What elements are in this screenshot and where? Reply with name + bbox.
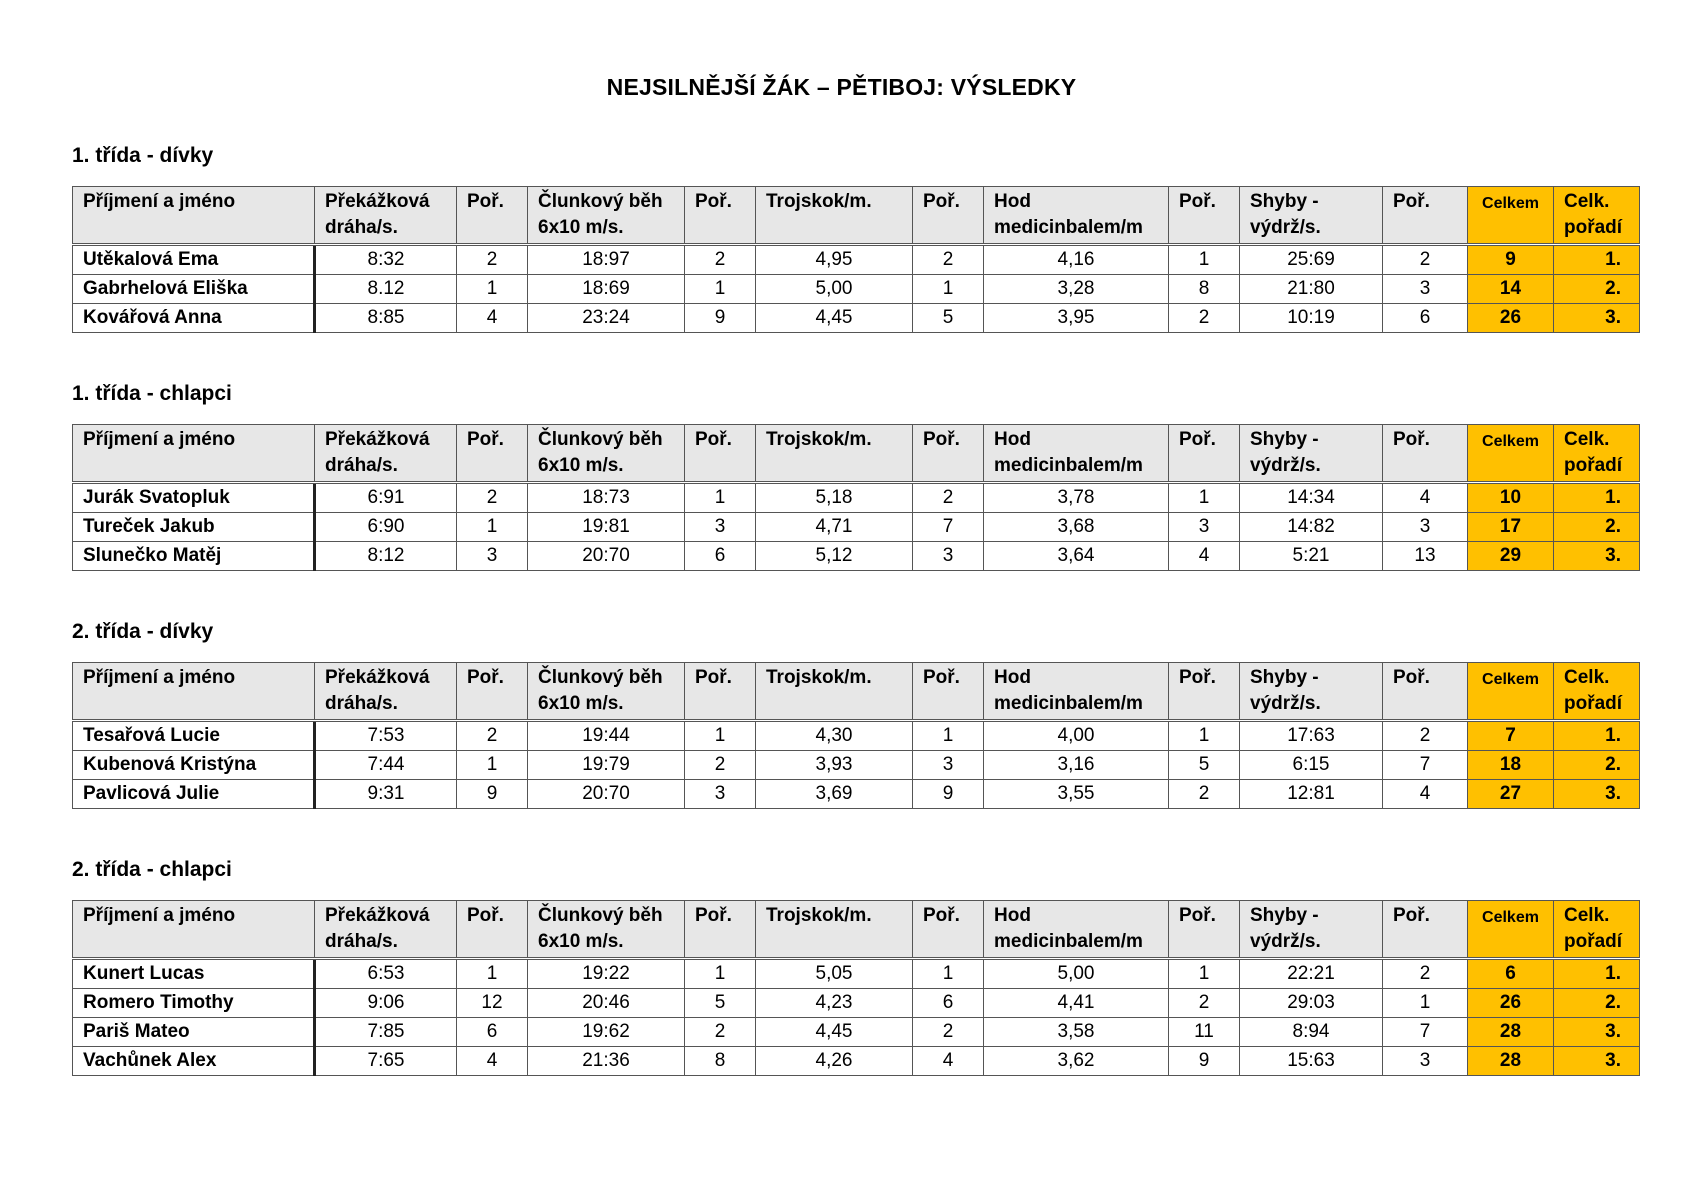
- cell-clunkovy: 19:44: [528, 721, 685, 751]
- table-row: [73, 959, 1640, 989]
- cell-por2: 3: [685, 513, 756, 542]
- header-celk-poradi: Celk. pořadí: [1554, 187, 1640, 245]
- cell-por3: 5: [913, 304, 984, 333]
- cell-por5: 1: [1383, 989, 1468, 1018]
- header-hod: Hod medicinbalem/m: [984, 663, 1169, 721]
- cell-name: Gabrhelová Eliška: [73, 275, 315, 304]
- header-hod: Hod medicinbalem/m: [984, 901, 1169, 959]
- cell-por3: 6: [913, 989, 984, 1018]
- cell-poradi: 3.: [1554, 1018, 1640, 1047]
- cell-por3: 3: [913, 542, 984, 571]
- header-clunkovy: Člunkový běh 6x10 m/s.: [528, 663, 685, 721]
- header-celkem: Celkem: [1468, 663, 1554, 721]
- cell-por3: 1: [913, 275, 984, 304]
- table-row: [73, 989, 1640, 1018]
- cell-celkem: 6: [1468, 959, 1554, 989]
- cell-por5: 7: [1383, 1018, 1468, 1047]
- results-section: [72, 142, 1639, 333]
- cell-hod: 3,62: [984, 1047, 1169, 1076]
- header-por: Poř.: [457, 425, 528, 483]
- header-por: Poř.: [913, 901, 984, 959]
- cell-prekazkova: 6:53: [315, 959, 457, 989]
- results-table: [72, 186, 1640, 333]
- header-por: Poř.: [685, 901, 756, 959]
- header-name: Příjmení a jméno: [73, 425, 315, 483]
- cell-prekazkova: 6:90: [315, 513, 457, 542]
- header-hod: Hod medicinbalem/m: [984, 187, 1169, 245]
- cell-celkem: 28: [1468, 1018, 1554, 1047]
- header-shyby: Shyby -výdrž/s.: [1240, 901, 1383, 959]
- cell-hod: 3,68: [984, 513, 1169, 542]
- header-trojskok: Trojskok/m.: [756, 187, 913, 245]
- cell-prekazkova: 7:65: [315, 1047, 457, 1076]
- cell-trojskok: 4,30: [756, 721, 913, 751]
- cell-por4: 11: [1169, 1018, 1240, 1047]
- cell-clunkovy: 19:22: [528, 959, 685, 989]
- cell-shyby: 25:69: [1240, 245, 1383, 275]
- header-clunkovy: Člunkový běh 6x10 m/s.: [528, 901, 685, 959]
- cell-celkem: 28: [1468, 1047, 1554, 1076]
- cell-name: Tesařová Lucie: [73, 721, 315, 751]
- cell-poradi: 3.: [1554, 780, 1640, 809]
- table-row: [73, 542, 1640, 571]
- header-por: Poř.: [1383, 187, 1468, 245]
- page-title: NEJSILNĚJŠÍ ŽÁK – PĚTIBOJ: VÝSLEDKY: [606, 74, 1077, 100]
- cell-poradi: 3.: [1554, 304, 1640, 333]
- cell-prekazkova: 9:06: [315, 989, 457, 1018]
- header-shyby: Shyby -výdrž/s.: [1240, 425, 1383, 483]
- cell-clunkovy: 19:79: [528, 751, 685, 780]
- cell-prekazkova: 7:85: [315, 1018, 457, 1047]
- section-title: 1. třída - dívky: [72, 144, 214, 167]
- cell-trojskok: 4,23: [756, 989, 913, 1018]
- header-por: Poř.: [1169, 187, 1240, 245]
- cell-por5: 6: [1383, 304, 1468, 333]
- cell-por2: 9: [685, 304, 756, 333]
- header-row: [73, 901, 1640, 959]
- cell-poradi: 2.: [1554, 751, 1640, 780]
- cell-name: Vachůnek Alex: [73, 1047, 315, 1076]
- header-celk-poradi: Celk. pořadí: [1554, 425, 1640, 483]
- cell-por3: 1: [913, 721, 984, 751]
- cell-por2: 2: [685, 245, 756, 275]
- cell-por3: 1: [913, 959, 984, 989]
- cell-por4: 3: [1169, 513, 1240, 542]
- header-por: Poř.: [1383, 663, 1468, 721]
- results-section: [72, 618, 1639, 809]
- cell-por3: 9: [913, 780, 984, 809]
- cell-por4: 9: [1169, 1047, 1240, 1076]
- cell-por5: 3: [1383, 1047, 1468, 1076]
- cell-prekazkova: 7:44: [315, 751, 457, 780]
- cell-name: Kunert Lucas: [73, 959, 315, 989]
- cell-clunkovy: 19:62: [528, 1018, 685, 1047]
- cell-trojskok: 5,05: [756, 959, 913, 989]
- cell-por2: 6: [685, 542, 756, 571]
- table-row: [73, 721, 1640, 751]
- cell-name: Kubenová Kristýna: [73, 751, 315, 780]
- table-row: [73, 483, 1640, 513]
- cell-poradi: 2.: [1554, 989, 1640, 1018]
- cell-por1: 2: [457, 721, 528, 751]
- header-row: [73, 663, 1640, 721]
- cell-por4: 2: [1169, 304, 1240, 333]
- cell-name: Jurák Svatopluk: [73, 483, 315, 513]
- table-row: [73, 1047, 1640, 1076]
- cell-por4: 5: [1169, 751, 1240, 780]
- table-row: [73, 513, 1640, 542]
- header-shyby: Shyby -výdrž/s.: [1240, 663, 1383, 721]
- cell-trojskok: 4,45: [756, 1018, 913, 1047]
- header-row: [73, 187, 1640, 245]
- cell-por1: 2: [457, 245, 528, 275]
- cell-prekazkova: 8:12: [315, 542, 457, 571]
- header-por: Poř.: [1383, 901, 1468, 959]
- cell-por5: 2: [1383, 245, 1468, 275]
- header-row: [73, 425, 1640, 483]
- header-prekazkova: Překážková dráha/s.: [315, 663, 457, 721]
- header-por: Poř.: [913, 663, 984, 721]
- cell-shyby: 5:21: [1240, 542, 1383, 571]
- header-por: Poř.: [685, 663, 756, 721]
- header-por: Poř.: [913, 425, 984, 483]
- table-row: [73, 304, 1640, 333]
- cell-prekazkova: 9:31: [315, 780, 457, 809]
- cell-por2: 1: [685, 275, 756, 304]
- cell-poradi: 1.: [1554, 721, 1640, 751]
- cell-por1: 4: [457, 304, 528, 333]
- section-title: 2. třída - dívky: [72, 620, 214, 643]
- cell-por5: 3: [1383, 275, 1468, 304]
- section-title: 2. třída - chlapci: [72, 858, 232, 881]
- cell-shyby: 10:19: [1240, 304, 1383, 333]
- table-row: [73, 751, 1640, 780]
- cell-por1: 3: [457, 542, 528, 571]
- cell-trojskok: 4,95: [756, 245, 913, 275]
- table-row: [73, 780, 1640, 809]
- cell-por2: 2: [685, 751, 756, 780]
- header-trojskok: Trojskok/m.: [756, 425, 913, 483]
- cell-celkem: 10: [1468, 483, 1554, 513]
- cell-hod: 4,41: [984, 989, 1169, 1018]
- cell-por3: 2: [913, 245, 984, 275]
- cell-clunkovy: 23:24: [528, 304, 685, 333]
- cell-trojskok: 3,69: [756, 780, 913, 809]
- header-shyby: Shyby -výdrž/s.: [1240, 187, 1383, 245]
- cell-por5: 3: [1383, 513, 1468, 542]
- cell-celkem: 27: [1468, 780, 1554, 809]
- header-por: Poř.: [457, 187, 528, 245]
- cell-por2: 1: [685, 959, 756, 989]
- cell-celkem: 29: [1468, 542, 1554, 571]
- cell-celkem: 26: [1468, 304, 1554, 333]
- header-celkem: Celkem: [1468, 187, 1554, 245]
- cell-trojskok: 5,12: [756, 542, 913, 571]
- header-por: Poř.: [457, 663, 528, 721]
- cell-clunkovy: 18:69: [528, 275, 685, 304]
- cell-por1: 2: [457, 483, 528, 513]
- cell-por4: 2: [1169, 780, 1240, 809]
- cell-clunkovy: 18:73: [528, 483, 685, 513]
- cell-poradi: 3.: [1554, 542, 1640, 571]
- cell-shyby: 6:15: [1240, 751, 1383, 780]
- table-row: [73, 245, 1640, 275]
- table-row: [73, 1018, 1640, 1047]
- cell-trojskok: 4,26: [756, 1047, 913, 1076]
- header-por: Poř.: [1383, 425, 1468, 483]
- cell-shyby: 14:34: [1240, 483, 1383, 513]
- cell-trojskok: 4,71: [756, 513, 913, 542]
- results-table: [72, 900, 1640, 1076]
- cell-por1: 1: [457, 959, 528, 989]
- cell-hod: 3,64: [984, 542, 1169, 571]
- cell-por2: 3: [685, 780, 756, 809]
- cell-por1: 9: [457, 780, 528, 809]
- cell-trojskok: 5,00: [756, 275, 913, 304]
- cell-hod: 4,00: [984, 721, 1169, 751]
- cell-shyby: 14:82: [1240, 513, 1383, 542]
- cell-prekazkova: 7:53: [315, 721, 457, 751]
- cell-por2: 1: [685, 483, 756, 513]
- header-hod: Hod medicinbalem/m: [984, 425, 1169, 483]
- cell-por1: 1: [457, 275, 528, 304]
- cell-poradi: 1.: [1554, 959, 1640, 989]
- header-trojskok: Trojskok/m.: [756, 901, 913, 959]
- cell-shyby: 15:63: [1240, 1047, 1383, 1076]
- cell-por5: 7: [1383, 751, 1468, 780]
- results-table: [72, 424, 1640, 571]
- cell-name: Romero Timothy: [73, 989, 315, 1018]
- cell-name: Pariš Mateo: [73, 1018, 315, 1047]
- results-table: [72, 662, 1640, 809]
- cell-por3: 3: [913, 751, 984, 780]
- cell-celkem: 7: [1468, 721, 1554, 751]
- header-por: Poř.: [1169, 663, 1240, 721]
- cell-clunkovy: 21:36: [528, 1047, 685, 1076]
- cell-clunkovy: 20:46: [528, 989, 685, 1018]
- header-celkem: Celkem: [1468, 901, 1554, 959]
- cell-name: Kovářová Anna: [73, 304, 315, 333]
- cell-trojskok: 3,93: [756, 751, 913, 780]
- header-name: Příjmení a jméno: [73, 187, 315, 245]
- cell-por1: 1: [457, 513, 528, 542]
- cell-clunkovy: 20:70: [528, 542, 685, 571]
- cell-trojskok: 5,18: [756, 483, 913, 513]
- cell-hod: 3,95: [984, 304, 1169, 333]
- cell-shyby: 8:94: [1240, 1018, 1383, 1047]
- cell-prekazkova: 8:32: [315, 245, 457, 275]
- header-prekazkova: Překážková dráha/s.: [315, 425, 457, 483]
- cell-clunkovy: 19:81: [528, 513, 685, 542]
- header-prekazkova: Překážková dráha/s.: [315, 187, 457, 245]
- header-por: Poř.: [913, 187, 984, 245]
- header-por: Poř.: [685, 187, 756, 245]
- cell-celkem: 14: [1468, 275, 1554, 304]
- cell-prekazkova: 8.12: [315, 275, 457, 304]
- cell-por4: 8: [1169, 275, 1240, 304]
- cell-hod: 3,78: [984, 483, 1169, 513]
- cell-name: Pavlicová Julie: [73, 780, 315, 809]
- cell-name: Utěkalová Ema: [73, 245, 315, 275]
- cell-por3: 4: [913, 1047, 984, 1076]
- cell-hod: 3,58: [984, 1018, 1169, 1047]
- cell-hod: 3,16: [984, 751, 1169, 780]
- cell-trojskok: 4,45: [756, 304, 913, 333]
- cell-por1: 12: [457, 989, 528, 1018]
- cell-poradi: 1.: [1554, 483, 1640, 513]
- cell-por1: 4: [457, 1047, 528, 1076]
- cell-poradi: 2.: [1554, 275, 1640, 304]
- cell-hod: 3,55: [984, 780, 1169, 809]
- cell-por5: 4: [1383, 483, 1468, 513]
- cell-por4: 2: [1169, 989, 1240, 1018]
- cell-por4: 4: [1169, 542, 1240, 571]
- results-section: [72, 380, 1639, 571]
- cell-clunkovy: 20:70: [528, 780, 685, 809]
- cell-por2: 2: [685, 1018, 756, 1047]
- cell-shyby: 22:21: [1240, 959, 1383, 989]
- header-celkem: Celkem: [1468, 425, 1554, 483]
- cell-poradi: 3.: [1554, 1047, 1640, 1076]
- header-por: Poř.: [1169, 425, 1240, 483]
- cell-por3: 7: [913, 513, 984, 542]
- cell-shyby: 29:03: [1240, 989, 1383, 1018]
- header-clunkovy: Člunkový běh 6x10 m/s.: [528, 425, 685, 483]
- table-row: [73, 275, 1640, 304]
- cell-por3: 2: [913, 483, 984, 513]
- cell-shyby: 21:80: [1240, 275, 1383, 304]
- cell-por2: 5: [685, 989, 756, 1018]
- cell-hod: 4,16: [984, 245, 1169, 275]
- header-prekazkova: Překážková dráha/s.: [315, 901, 457, 959]
- header-trojskok: Trojskok/m.: [756, 663, 913, 721]
- header-por: Poř.: [457, 901, 528, 959]
- header-por: Poř.: [685, 425, 756, 483]
- header-name: Příjmení a jméno: [73, 901, 315, 959]
- cell-clunkovy: 18:97: [528, 245, 685, 275]
- cell-name: Tureček Jakub: [73, 513, 315, 542]
- cell-shyby: 12:81: [1240, 780, 1383, 809]
- cell-celkem: 26: [1468, 989, 1554, 1018]
- cell-prekazkova: 6:91: [315, 483, 457, 513]
- cell-name: Slunečko Matěj: [73, 542, 315, 571]
- cell-por4: 1: [1169, 721, 1240, 751]
- cell-prekazkova: 8:85: [315, 304, 457, 333]
- cell-hod: 3,28: [984, 275, 1169, 304]
- cell-poradi: 2.: [1554, 513, 1640, 542]
- results-section: [72, 856, 1639, 1076]
- cell-por5: 4: [1383, 780, 1468, 809]
- cell-por3: 2: [913, 1018, 984, 1047]
- cell-por2: 1: [685, 721, 756, 751]
- cell-por2: 8: [685, 1047, 756, 1076]
- header-name: Příjmení a jméno: [73, 663, 315, 721]
- cell-por4: 1: [1169, 245, 1240, 275]
- cell-por5: 13: [1383, 542, 1468, 571]
- cell-poradi: 1.: [1554, 245, 1640, 275]
- cell-por4: 1: [1169, 959, 1240, 989]
- cell-hod: 5,00: [984, 959, 1169, 989]
- cell-por5: 2: [1383, 721, 1468, 751]
- cell-shyby: 17:63: [1240, 721, 1383, 751]
- cell-por1: 1: [457, 751, 528, 780]
- cell-celkem: 18: [1468, 751, 1554, 780]
- section-title: 1. třída - chlapci: [72, 382, 232, 405]
- header-por: Poř.: [1169, 901, 1240, 959]
- cell-por4: 1: [1169, 483, 1240, 513]
- cell-celkem: 17: [1468, 513, 1554, 542]
- header-celk-poradi: Celk. pořadí: [1554, 901, 1640, 959]
- header-clunkovy: Člunkový běh 6x10 m/s.: [528, 187, 685, 245]
- cell-celkem: 9: [1468, 245, 1554, 275]
- cell-por5: 2: [1383, 959, 1468, 989]
- cell-por1: 6: [457, 1018, 528, 1047]
- header-celk-poradi: Celk. pořadí: [1554, 663, 1640, 721]
